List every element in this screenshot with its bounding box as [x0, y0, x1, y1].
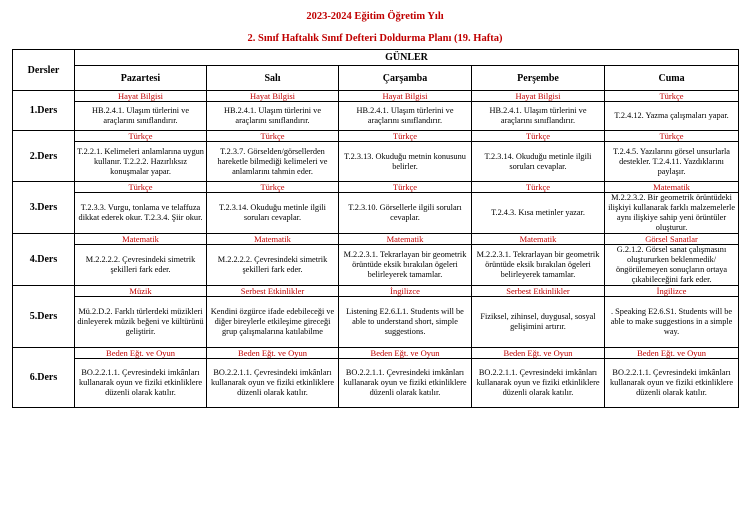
objective-cell: M.2.2.3.2. Bir geometrik örüntüdeki ilişkiyi kullanarak farklı malzemelerle aynı ilişkiye sahip yeni örüntüler oluşturur. [605, 193, 739, 234]
objective-cell: Kendini özgürce ifade edebileceği ve diğer bireylerle etkileşime gireceği grup çalışmalarına katılabilme [207, 297, 339, 348]
subject-row [13, 286, 739, 297]
day-header-thursday: Perşembe [472, 66, 605, 91]
subject-row [13, 182, 739, 193]
document-title: 2023-2024 Eğitim Öğretim Yılı [306, 11, 444, 22]
subject-cell: Türkçe [472, 131, 605, 142]
objective-cell: M.2.2.3.1. Tekrarlayan bir geometrik örüntüde eksik bırakılan ögeleri belirleyerek tamamlar. [472, 245, 605, 286]
objective-cell: BO.2.2.1.1. Çevresindeki imkânları kullanarak oyun ve fiziki etkinliklere düzenli olarak katılır. [605, 359, 739, 408]
subject-cell: İngilizce [605, 286, 739, 297]
day-header-friday: Cuma [605, 66, 739, 91]
objective-cell: T.2.4.5. Yazılarını görsel unsurlarla destekler. T.2.4.11. Yazdıklarını paylaşır. [605, 142, 739, 182]
day-header-wednesday: Çarşamba [339, 66, 472, 91]
day-header-monday: Pazartesi [75, 66, 207, 91]
content-row [13, 245, 739, 286]
objective-cell: HB.2.4.1. Ulaşım türlerini ve araçlarını sınıflandırır. [339, 102, 472, 131]
subject-cell: Matematik [75, 234, 207, 245]
objective-cell: Fiziksel, zihinsel, duygusal, sosyal gelişimini artırır. [472, 297, 605, 348]
subject-cell: Matematik [605, 182, 739, 193]
subject-cell: Türkçe [75, 182, 207, 193]
subject-cell: Hayat Bilgisi [75, 91, 207, 102]
content-row [13, 142, 739, 182]
subject-cell: Beden Eğt. ve Oyun [339, 348, 472, 359]
subject-cell: Beden Eğt. ve Oyun [472, 348, 605, 359]
objective-cell: M.2.2.2.2. Çevresindeki simetrik şekilleri fark eder. [75, 245, 207, 286]
objective-cell: BO.2.2.1.1. Çevresindeki imkânları kullanarak oyun ve fiziki etkinliklere düzenli olarak katılır. [472, 359, 605, 408]
lesson-label: 6.Ders [13, 348, 75, 408]
subject-cell: Görsel Sanatlar [605, 234, 739, 245]
subject-cell: Hayat Bilgisi [472, 91, 605, 102]
subject-cell: Türkçe [472, 182, 605, 193]
objective-cell: T.2.3.14. Okuduğu metinle ilgili soruları cevaplar. [472, 142, 605, 182]
corner-header: Dersler [13, 50, 75, 91]
days-group-header: GÜNLER [75, 50, 739, 66]
subject-row [13, 348, 739, 359]
subject-cell: İngilizce [339, 286, 472, 297]
subject-cell: Matematik [339, 234, 472, 245]
content-row [13, 193, 739, 234]
objective-cell: BO.2.2.1.1. Çevresindeki imkânları kullanarak oyun ve fiziki etkinliklere düzenli olarak katılır. [207, 359, 339, 408]
subject-cell: Türkçe [605, 131, 739, 142]
subject-cell: Matematik [207, 234, 339, 245]
objective-cell: T.2.3.13. Okuduğu metnin konusunu belirler. [339, 142, 472, 182]
plan-body [13, 91, 739, 408]
objective-cell: BO.2.2.1.1. Çevresindeki imkânları kullanarak oyun ve fiziki etkinliklere düzenli olarak katılır. [75, 359, 207, 408]
lesson-label: 5.Ders [13, 286, 75, 348]
weekly-plan-table [12, 49, 739, 408]
lesson-label: 2.Ders [13, 131, 75, 182]
day-header-tuesday: Salı [207, 66, 339, 91]
subject-cell: Serbest Etkinlikler [472, 286, 605, 297]
objective-cell: T.2.3.14. Okuduğu metinle ilgili soruları cevaplar. [207, 193, 339, 234]
subject-cell: Hayat Bilgisi [339, 91, 472, 102]
objective-cell: HB.2.4.1. Ulaşım türlerini ve araçlarını sınıflandırır. [472, 102, 605, 131]
objective-cell: . Speaking E2.6.S1. Students will be able to make suggestions in a simple way. [605, 297, 739, 348]
subject-cell: Türkçe [339, 131, 472, 142]
objective-cell: HB.2.4.1. Ulaşım türlerini ve araçlarını sınıflandırır. [75, 102, 207, 131]
objective-cell: Mü.2.D.2. Farklı türlerdeki müzikleri dinleyerek müzik beğeni ve kültürünü geliştirir. [75, 297, 207, 348]
lesson-label: 4.Ders [13, 234, 75, 286]
objective-cell: BO.2.2.1.1. Çevresindeki imkânları kullanarak oyun ve fiziki etkinliklere düzenli olarak katılır. [339, 359, 472, 408]
objective-cell: T.2.4.3. Kısa metinler yazar. [472, 193, 605, 234]
content-row [13, 102, 739, 131]
subject-cell: Hayat Bilgisi [207, 91, 339, 102]
objective-cell: T.2.3.3. Vurgu, tonlama ve telaffuza dikkat ederek okur. T.2.3.4. Şiir okur. [75, 193, 207, 234]
subject-cell: Türkçe [339, 182, 472, 193]
objective-cell: T.2.3.10. Görsellerle ilgili soruları cevaplar. [339, 193, 472, 234]
lesson-label: 3.Ders [13, 182, 75, 234]
subject-cell: Türkçe [75, 131, 207, 142]
document-subtitle: 2. Sınıf Haftalık Sınıf Defteri Doldurma Planı (19. Hafta) [247, 33, 503, 44]
subject-row [13, 131, 739, 142]
lesson-label: 1.Ders [13, 91, 75, 131]
subject-cell: Türkçe [605, 91, 739, 102]
objective-cell: HB.2.4.1. Ulaşım türlerini ve araçlarını sınıflandırır. [207, 102, 339, 131]
subject-cell: Beden Eğt. ve Oyun [605, 348, 739, 359]
subject-cell: Türkçe [207, 182, 339, 193]
objective-cell: T.2.4.12. Yazma çalışmaları yapar. [605, 102, 739, 131]
subject-cell: Beden Eğt. ve Oyun [75, 348, 207, 359]
objective-cell: Listening E2.6.L1. Students will be able to understand short, simple suggestions. [339, 297, 472, 348]
subject-cell: Türkçe [207, 131, 339, 142]
objective-cell: G.2.1.2. Görsel sanat çalışmasını oluştururken beklenmedik/öngörülemeyen sonuçların ortaya çıkabileceğini fark eder. [605, 245, 739, 286]
objective-cell: T.2.2.1. Kelimeleri anlamlarına uygun kullanır. T.2.2.2. Hazırlıksız konuşmalar yapar. [75, 142, 207, 182]
subject-cell: Matematik [472, 234, 605, 245]
content-row [13, 297, 739, 348]
subject-row [13, 91, 739, 102]
objective-cell: M.2.2.2.2. Çevresindeki simetrik şekilleri fark eder. [207, 245, 339, 286]
subject-cell: Beden Eğt. ve Oyun [207, 348, 339, 359]
subject-row [13, 234, 739, 245]
objective-cell: T.2.3.7. Görselden/görsellerden hareketle bilmediği kelimeleri ve anlamlarını tahmin eder. [207, 142, 339, 182]
subject-cell: Serbest Etkinlikler [207, 286, 339, 297]
content-row [13, 359, 739, 408]
subject-cell: Müzik [75, 286, 207, 297]
objective-cell: M.2.2.3.1. Tekrarlayan bir geometrik örüntüde eksik bırakılan ögeleri belirleyerek tamamlar. [339, 245, 472, 286]
